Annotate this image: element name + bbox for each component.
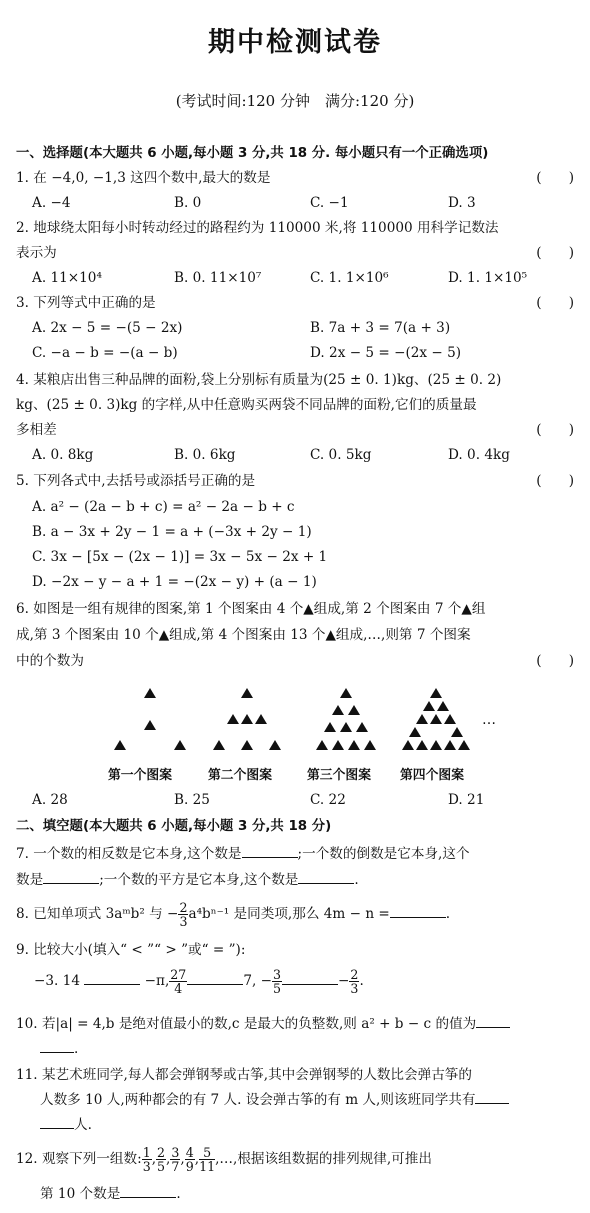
fraction: $\frac{1}{3}$ [142, 1145, 151, 1174]
pattern-2 [213, 688, 281, 750]
option-c: C. 3x − [5x − (2x − 1)] = 3x − 5x − 2x + 1 [32, 549, 328, 565]
pattern-4 [402, 688, 470, 750]
q4-stem-line1: 4. 某粮店出售三种品牌的面粉,袋上分别标有质量为(25 ± 0. 1)kg、(25 ± 0. 2) [16, 372, 502, 388]
triangle-mark [444, 714, 456, 724]
q7-line1: 7. 一个数的相反数是它本身,这个数是 ;一个数的倒数是它本身,这个 [16, 842, 584, 867]
option-d: D. 1. 1×10⁵ [448, 270, 528, 286]
fraction: $\frac{4}{9}$ [185, 1145, 194, 1174]
pattern-1 [114, 688, 186, 750]
q2-stem-line2: 表示为 ( ) [16, 241, 584, 266]
figure-label-2: 第二个图案 [208, 768, 272, 783]
triangle-mark [144, 720, 156, 730]
triangle-mark [458, 740, 470, 750]
triangle-mark [324, 722, 336, 732]
triangle-mark [241, 740, 253, 750]
triangle-mark [316, 740, 328, 750]
option-a: A. −4 [32, 195, 71, 211]
option-b: B. a − 3x + 2y − 1 = a + (−3x + 2y − 1) [32, 524, 312, 540]
figure-label-3: 第三个图案 [307, 768, 371, 783]
option-b: B. 7a + 3 = 7(a + 3) [310, 320, 451, 336]
q10-line2: . [40, 1037, 590, 1062]
page-title: 期中检测试卷 [208, 27, 382, 58]
answer-blank[interactable] [282, 970, 338, 985]
q1-stem: 1. 在 −4,0, −1,3 这四个数中,最大的数是 ( ) [16, 166, 584, 191]
triangle-mark [430, 688, 442, 698]
triangle-mark [332, 705, 344, 715]
option-b: B. 0 [174, 195, 202, 211]
triangle-mark [340, 688, 352, 698]
answer-blank[interactable] [40, 1038, 74, 1053]
answer-blank[interactable] [390, 903, 446, 918]
answer-blank[interactable] [298, 869, 354, 884]
option-b: B. 0. 11×10⁷ [174, 270, 262, 286]
answer-paren: ( ) [536, 245, 574, 261]
q5-stem: 5. 下列各式中,去括号或添括号正确的是 ( ) [16, 469, 584, 494]
option-b: B. 0. 6kg [174, 447, 236, 463]
q3-stem: 3. 下列等式中正确的是 ( ) [16, 291, 584, 316]
fraction: $\frac{3}{7}$ [171, 1145, 180, 1174]
triangle-mark [332, 740, 344, 750]
fraction: $\frac{2}{3}$ [179, 900, 188, 929]
answer-blank[interactable] [40, 1114, 74, 1129]
q11-line3: 人. [40, 1113, 590, 1138]
triangle-mark [416, 740, 428, 750]
fraction: $\frac{5}{11}$ [199, 1145, 216, 1174]
option-a: A. 0. 8kg [32, 447, 94, 463]
triangle-mark [213, 740, 225, 750]
exam-info: (考试时间:120 分钟 满分:120 分) [175, 92, 415, 110]
option-d: D. −2x − y − a + 1 = −(2x − y) + (a − 1) [32, 574, 317, 590]
answer-blank[interactable] [120, 1183, 176, 1198]
option-d: D. 2x − 5 = −(2x − 5) [310, 345, 462, 361]
answer-blank[interactable] [84, 970, 140, 985]
q4-stem-line2: kg、(25 ± 0. 3)kg 的字样,从中任意购买两袋不同品牌的面粉,它们的质量最 [16, 397, 477, 413]
option-c: C. −a − b = −(a − b) [32, 345, 178, 361]
triangle-pattern-figure [100, 680, 520, 790]
q7-line2: 数是 ;一个数的平方是它本身,这个数是 . [16, 868, 584, 893]
q4-stem-line3: 多相差 ( ) [16, 418, 584, 443]
option-a: A. a² − (2a − b + c) = a² − 2a − b + c [32, 499, 295, 515]
option-a: A. 11×10⁴ [32, 270, 102, 286]
option-c: C. −1 [310, 195, 349, 211]
q8-line: 8. 已知单项式 3aᵐb² 与 − $\frac{2}{3}$ a⁴bⁿ⁻¹ 是同类项,那么 4m − n = . [16, 900, 451, 929]
q11-line2: 人数多 10 人,两种都会的有 7 人. 设会弹古筝的有 m 人,则该班同学共有 [40, 1088, 590, 1113]
q6-stem-line1: 6. 如图是一组有规律的图案,第 1 个图案由 4 个▲组成,第 2 个图案由 7 个▲组 [16, 601, 486, 617]
section1-heading: 一、选择题(本大题共 6 小题,每小题 3 分,共 18 分. 每小题只有一个正确选项) [16, 146, 489, 161]
option-d: D. 0. 4kg [448, 447, 510, 463]
triangle-mark [348, 740, 360, 750]
triangle-mark [241, 714, 253, 724]
answer-blank[interactable] [242, 843, 298, 858]
triangle-mark [437, 701, 449, 711]
fraction: $\frac{3}{5}$ [273, 967, 282, 996]
option-c: C. 1. 1×10⁶ [310, 270, 389, 286]
triangle-mark [227, 714, 239, 724]
ellipsis-mark: … [482, 712, 496, 728]
triangle-mark [430, 714, 442, 724]
triangle-mark [409, 727, 421, 737]
q10-line1: 10. 若|a| = 4,b 是绝对值最小的数,c 是最大的负整数,则 a² + b − c 的值为 [16, 1012, 584, 1037]
answer-paren: ( ) [536, 170, 574, 186]
triangle-mark [114, 740, 126, 750]
q9-line1: 9. 比较大小(填入“ < ”“ > ”或“ = ”): [16, 942, 246, 958]
answer-paren: ( ) [536, 473, 574, 489]
triangle-mark [255, 714, 267, 724]
triangle-mark [444, 740, 456, 750]
q2-stem-line1: 2. 地球绕太阳每小时转动经过的路程约为 110000 米,将 110000 用科学记数法 [16, 220, 499, 236]
pattern-3 [316, 688, 376, 750]
triangle-mark [269, 740, 281, 750]
triangle-mark [174, 740, 186, 750]
fraction: $\frac{27}{4}$ [170, 967, 187, 996]
triangle-mark [423, 701, 435, 711]
section2-heading: 二、填空题(本大题共 6 小题,每小题 3 分,共 18 分) [16, 819, 332, 834]
option-d: D. 21 [448, 792, 485, 808]
option-a: A. 28 [32, 792, 68, 808]
figure-label-1: 第一个图案 [108, 768, 172, 783]
triangle-mark [416, 714, 428, 724]
q12-line2: 第 10 个数是 . [40, 1182, 590, 1207]
fraction: $\frac{2}{3}$ [350, 967, 359, 996]
figure-label-4: 第四个图案 [400, 768, 464, 783]
answer-blank[interactable] [476, 1013, 510, 1028]
answer-blank[interactable] [43, 869, 99, 884]
answer-paren: ( ) [536, 295, 574, 311]
triangle-mark [356, 722, 368, 732]
option-a: A. 2x − 5 = −(5 − 2x) [32, 320, 183, 336]
q12-line1: 12. 观察下列一组数: $\frac{1}{3}$ , $\frac{2}{5}$ , $\frac{3}{7}$ , $\frac{4}{9}$ , $\frac{5}{11}$ ,…,根据该组数据的排列规律,可推出 [16, 1145, 432, 1174]
option-b: B. 25 [174, 792, 210, 808]
triangle-mark [451, 727, 463, 737]
q9-line2: −3. 14 −π, $\frac{27}{4}$ 7, − $\frac{3}{5}$ − $\frac{2}{3}$ . [34, 967, 364, 996]
option-c: C. 22 [310, 792, 346, 808]
q6-stem-line2: 成,第 3 个图案由 10 个▲组成,第 4 个图案由 13 个▲组成,…,则第 7 个图案 [16, 627, 471, 643]
option-d: D. 3 [448, 195, 476, 211]
triangle-mark [364, 740, 376, 750]
triangle-mark [241, 688, 253, 698]
answer-paren: ( ) [536, 653, 574, 669]
triangle-mark [402, 740, 414, 750]
triangle-mark [340, 722, 352, 732]
triangle-mark [144, 688, 156, 698]
q6-stem-line3: 中的个数为 ( ) [16, 649, 584, 674]
fraction: $\frac{2}{5}$ [157, 1145, 166, 1174]
triangle-patterns [100, 680, 520, 760]
triangle-mark [348, 705, 360, 715]
triangle-mark [430, 740, 442, 750]
answer-blank[interactable] [475, 1089, 509, 1104]
q11-line1: 11. 某艺术班同学,每人都会弹钢琴或古筝,其中会弹钢琴的人数比会弹古筝的 [16, 1067, 472, 1083]
answer-blank[interactable] [187, 970, 243, 985]
option-c: C. 0. 5kg [310, 447, 372, 463]
answer-paren: ( ) [536, 422, 574, 438]
